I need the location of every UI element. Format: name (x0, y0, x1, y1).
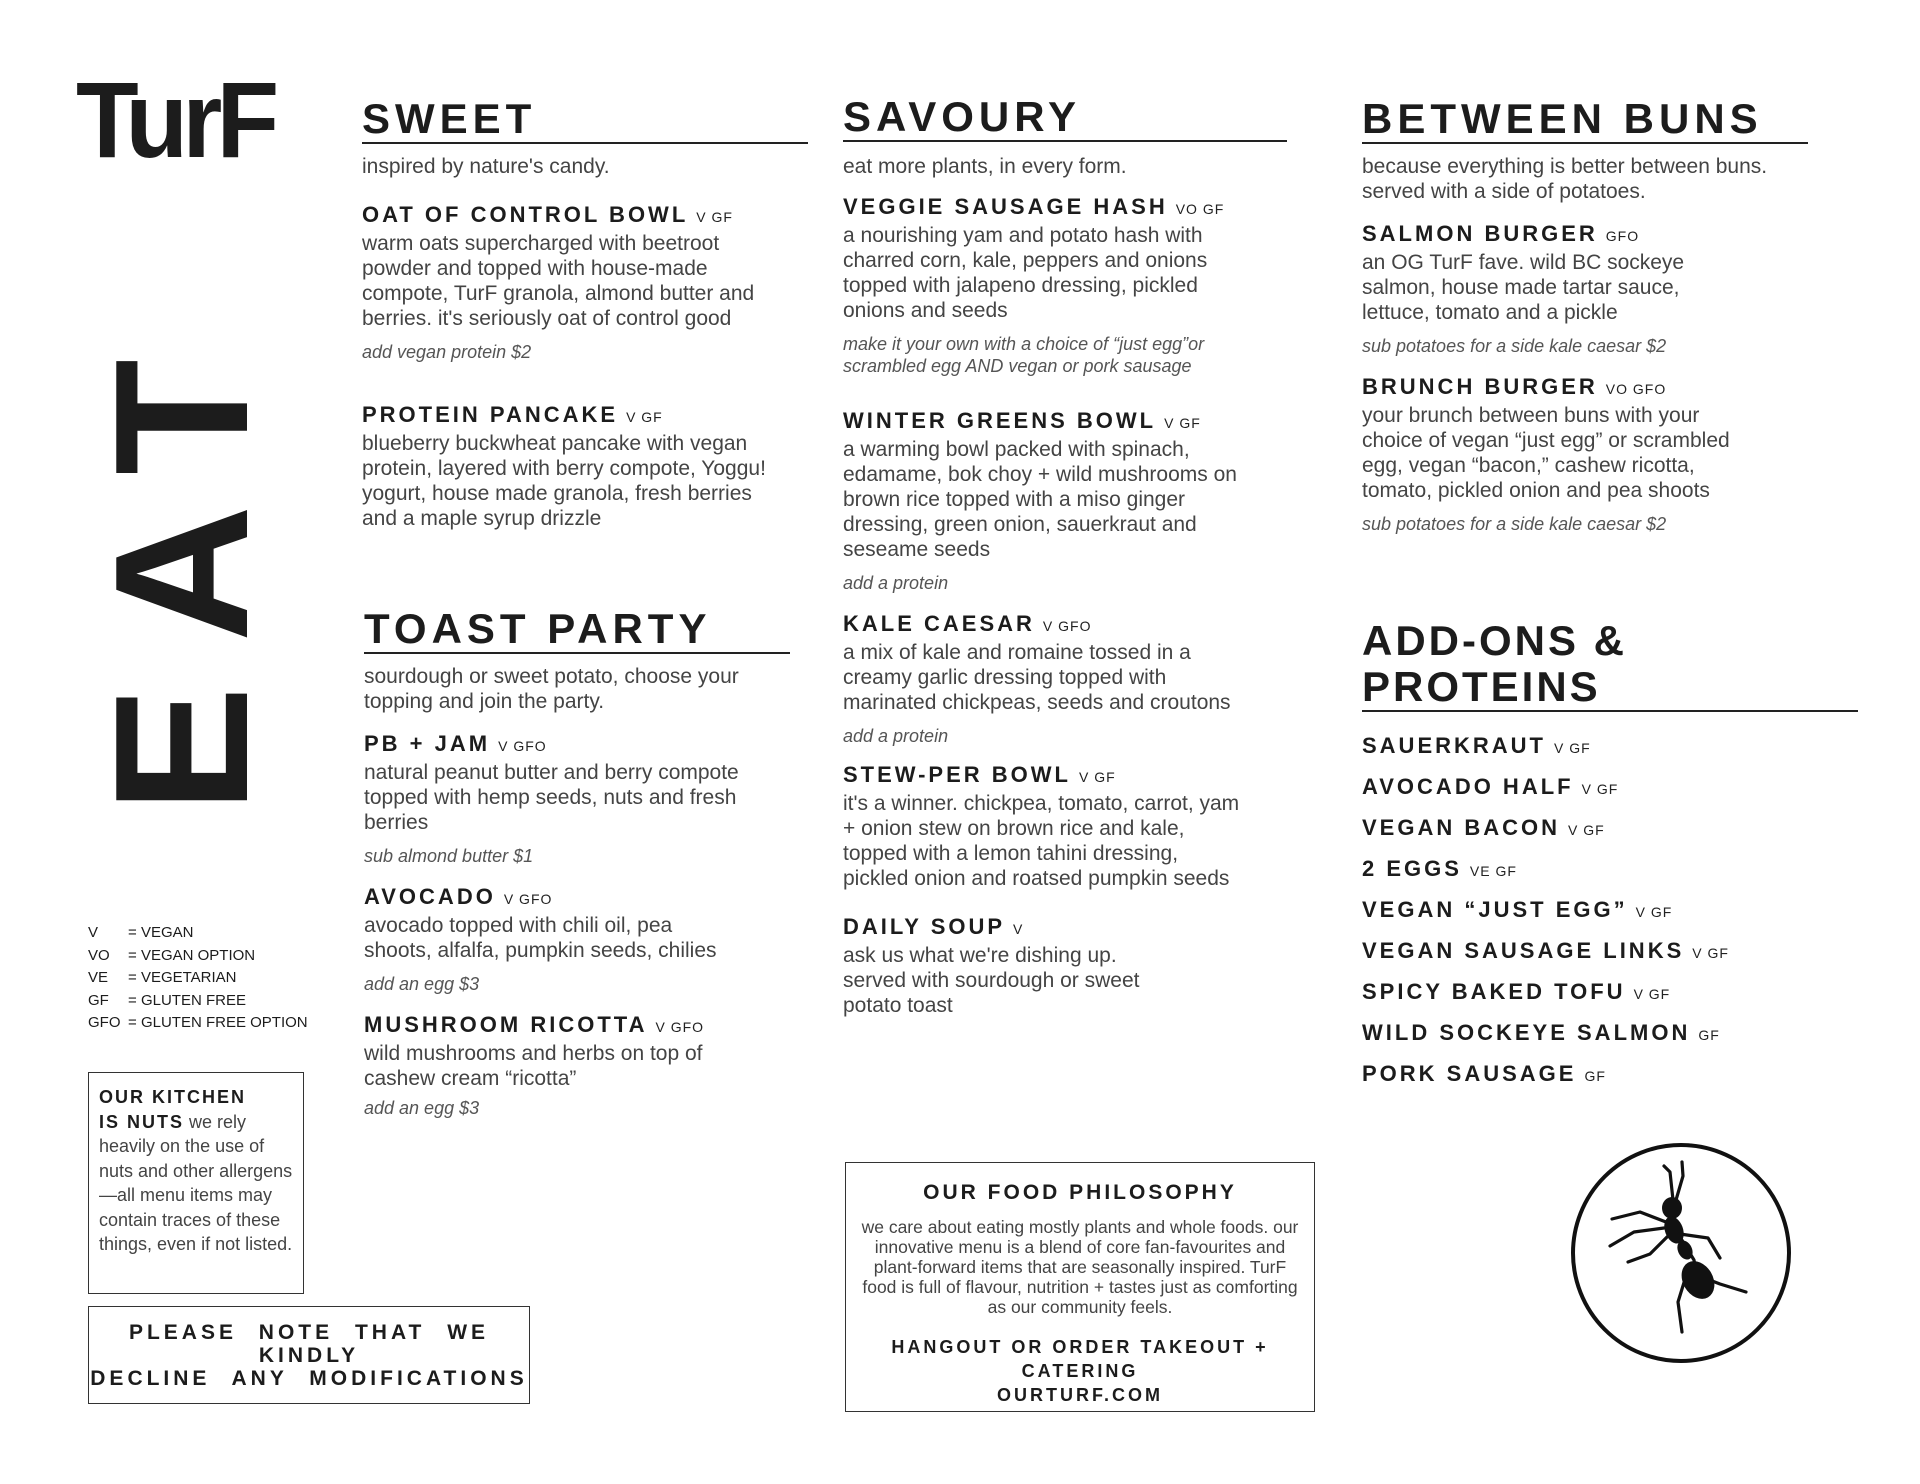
add-on-item: SAUERKRAUT V GF (1362, 733, 1591, 759)
menu-item (843, 193, 1287, 377)
item-description: an OG TurF fave. wild BC sockeye salmon, house made tartar sauce, lettuce, tomato and a pickle (1362, 251, 1685, 325)
section-subtitle: sourdough or sweet potato, choose your topping and join the party. (364, 665, 739, 714)
diet-tags: V (1013, 921, 1024, 938)
add-on-item: VEGAN BACON V GF (1362, 815, 1605, 841)
nut-allergy-notice (88, 1072, 304, 1294)
legend-row: VO = VEGAN OPTION (88, 946, 256, 964)
notice-heading: OUR KITCHEN (99, 1087, 246, 1107)
item-description: blueberry buckwheat pancake with vegan protein, layered with berry compote, Yoggu! yogurt, house made granola, fresh berries and a maple syrup drizzle (362, 432, 766, 531)
add-on-item: VEGAN SAUSAGE LINKS V GF (1362, 938, 1729, 964)
item-name: MUSHROOM RICOTTA (364, 1012, 648, 1038)
diet-tags: V GF (1568, 822, 1605, 839)
section-subtitle: inspired by nature's candy. (362, 155, 610, 179)
item-description: a warming bowl packed with spinach, edamame, bok choy + wild mushrooms on brown rice topped with a miso ginger dressing, green onion, sauerkraut and seseame seeds (843, 438, 1237, 562)
add-on-item: 2 EGGS VE GF (1362, 856, 1517, 882)
add-on-item: WILD SOCKEYE SALMON GF (1362, 1020, 1720, 1046)
diet-tags: V GF (1692, 945, 1729, 962)
menu-item (364, 730, 790, 867)
diet-tags: V GF (626, 409, 663, 426)
diet-tags: V GFO (498, 738, 547, 755)
ant-icon (1570, 1142, 1792, 1364)
notice-text-1: we rely (184, 1111, 247, 1132)
brand-logo: TurF (76, 59, 274, 180)
diet-tags: V GF (1581, 781, 1619, 798)
item-name: STEW-PER BOWL (843, 762, 1071, 788)
add-on-item: AVOCADO HALF V GF (1362, 774, 1619, 800)
savoury-section (843, 94, 1287, 1018)
section-title: SWEET (362, 96, 808, 144)
website-link[interactable]: OURTURF.COM (997, 1385, 1163, 1405)
section-subtitle: because everything is better between buns. served with a side of potatoes. (1362, 155, 1768, 204)
item-name: PB + JAM (364, 731, 491, 757)
menu-item (364, 883, 790, 995)
notice-line: PLEASE NOTE THAT WE KINDLY (128, 1320, 490, 1367)
add-on-item: PORK SAUSAGE GF (1362, 1061, 1606, 1087)
add-on-item: SPICY BAKED TOFU V GF (1362, 979, 1671, 1005)
item-name: DAILY SOUP (843, 914, 1006, 940)
eat-label: EAT (76, 315, 288, 813)
item-name: BRUNCH BURGER (1362, 374, 1598, 400)
item-description: ask us what we're dishing up. served with sourdough or sweet potato toast (843, 944, 1140, 1018)
section-title: SAVOURY (843, 94, 1287, 142)
item-note: add vegan protein $2 (362, 342, 532, 363)
item-note: add an egg $3 (364, 974, 480, 995)
menu-item (843, 407, 1287, 594)
section-title: ADD-ONS & PROTEINS (1362, 618, 1858, 712)
add-ons-section (1362, 618, 1858, 1101)
add-on-item: VEGAN “JUST EGG” V GF (1362, 897, 1673, 923)
diet-tags: V GF (1635, 904, 1673, 921)
diet-tags: GF (1584, 1068, 1606, 1085)
menu-item (362, 401, 808, 531)
item-name: OAT OF CONTROL BOWL (362, 202, 689, 228)
item-note: add a protein (843, 726, 949, 747)
modifications-notice (88, 1306, 530, 1404)
sweet-section (362, 96, 808, 531)
philosophy-text: we care about eating mostly plants and whole foods. our innovative menu is a blend of core fan-favourites and plant-forward items that are seasonally inspired. TurF food is full of flavour, nutrition + tastes just as comforting as our community feels. (861, 1217, 1299, 1317)
section-title: TOAST PARTY (364, 606, 790, 654)
item-name: KALE CAESAR (843, 611, 1035, 637)
item-note: sub potatoes for a side kale caesar $2 (1362, 514, 1667, 535)
diet-tags: V GF (1554, 740, 1591, 757)
food-philosophy-box (845, 1162, 1315, 1412)
item-description: avocado topped with chili oil, pea shoots, alfalfa, pumpkin seeds, chilies (364, 914, 717, 963)
item-description: natural peanut butter and berry compote topped with hemp seeds, nuts and fresh berries (364, 761, 739, 835)
menu-item (843, 610, 1287, 747)
diet-tags: VO GFO (1605, 381, 1667, 398)
item-name: VEGGIE SAUSAGE HASH (843, 194, 1168, 220)
philosophy-title: OUR FOOD PHILOSOPHY (923, 1181, 1237, 1204)
item-name: AVOCADO (364, 884, 496, 910)
notice-line: DECLINE ANY MODIFICATIONS (90, 1366, 528, 1390)
eat-banner (76, 315, 288, 813)
item-name: WINTER GREENS BOWL (843, 408, 1157, 434)
menu-item (364, 1011, 790, 1119)
diet-tags: V GFO (655, 1019, 705, 1036)
item-description: wild mushrooms and herbs on top of cashew cream “ricotta” (364, 1042, 703, 1091)
diet-tags: V GF (1633, 986, 1671, 1003)
legend-row: GFO = GLUTEN FREE OPTION (88, 1014, 308, 1031)
item-description: a nourishing yam and potato hash with charred corn, kale, peppers and onions topped with jalapeno dressing, pickled onions and seeds (843, 224, 1208, 323)
item-name: PROTEIN PANCAKE (362, 402, 619, 428)
item-description: warm oats supercharged with beetroot powder and topped with house-made compote, TurF granola, almond butter and berries. it's seriously oat of control good (362, 232, 755, 331)
menu-item (1362, 373, 1808, 535)
menu-item (843, 913, 1287, 1018)
section-title: BETWEEN BUNS (1362, 96, 1808, 144)
dietary-legend (88, 922, 308, 1035)
legend-row: VE = VEGETARIAN (88, 969, 237, 986)
section-subtitle: eat more plants, in every form. (843, 155, 1127, 179)
toast-party-section (364, 606, 790, 1119)
menu-item (362, 201, 808, 363)
diet-tags: GFO (1605, 228, 1640, 245)
takeout-catering-line: HANGOUT OR ORDER TAKEOUT + CATERING (891, 1337, 1269, 1381)
add-on-list (1362, 732, 1858, 1101)
item-name: SALMON BURGER (1362, 221, 1598, 247)
item-note: make it your own with a choice of “just egg”or scrambled egg AND vegan or pork sausage (843, 334, 1205, 377)
item-note: sub potatoes for a side kale caesar $2 (1362, 336, 1667, 357)
between-buns-section (1362, 96, 1808, 535)
diet-tags: V GF (1079, 769, 1116, 786)
menu-item (1362, 220, 1808, 357)
diet-tags: GF (1698, 1027, 1720, 1044)
item-description: your brunch between buns with your choice of vegan “just egg” or scrambled egg, vegan “bacon,” cashew ricotta, tomato, pickled onion and pea shoots (1362, 404, 1730, 503)
legend-row: GF = GLUTEN FREE (88, 991, 246, 1009)
diet-tags: V GFO (503, 891, 553, 908)
diet-tags: VE GF (1469, 863, 1517, 880)
item-note: sub almond butter $1 (364, 846, 534, 867)
legend-row: V = VEGAN (88, 924, 194, 941)
item-description: it's a winner. chickpea, tomato, carrot, yam + onion stew on brown rice and kale, topped with a lemon tahini dressing, pickled onion and roatsed pumpkin seeds (843, 792, 1240, 891)
diet-tags: V GFO (1042, 618, 1092, 635)
notice-text-2: heavily on the use of nuts and other allergens—all menu items may contain traces of these things, even if not listed. (99, 1136, 293, 1254)
item-note: add an egg $3 (364, 1098, 480, 1119)
notice-heading-2: IS NUTS (99, 1111, 185, 1132)
diet-tags: VO GF (1175, 201, 1225, 218)
item-description: a mix of kale and romaine tossed in a creamy garlic dressing topped with marinated chickpeas, seeds and croutons (843, 641, 1231, 715)
diet-tags: V GF (696, 209, 733, 226)
diet-tags: V GF (1164, 415, 1201, 432)
item-note: add a protein (843, 573, 949, 594)
menu-item (843, 761, 1287, 891)
